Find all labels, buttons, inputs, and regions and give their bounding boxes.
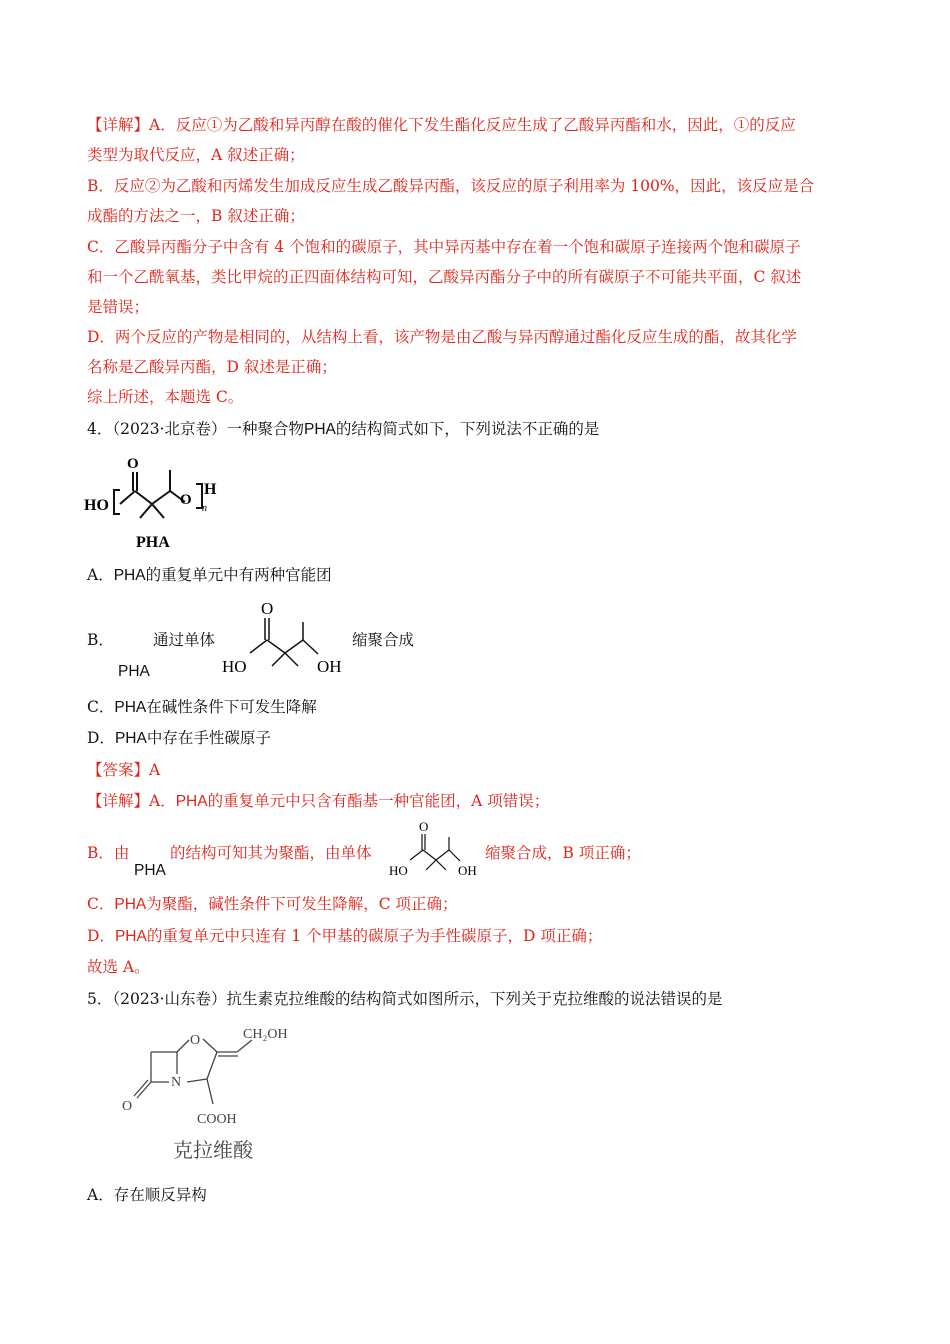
option-b-mid: 通过单体 <box>153 631 216 649</box>
carbonyl-o-label: O <box>122 1099 133 1114</box>
n-label: N <box>171 1075 182 1090</box>
pha-structure-figure <box>80 448 230 558</box>
ring-o-label: O <box>190 1033 201 1048</box>
pha-label: PHA <box>118 663 150 680</box>
clavulanic-acid-structure <box>115 1022 315 1167</box>
conclusion-line: 故选 A。 <box>87 958 150 976</box>
option-a: A．存在顺反异构 <box>87 1186 207 1204</box>
explanation-c <box>87 894 458 915</box>
monomer-o-label: O <box>261 599 274 618</box>
option-d-text: 中存在手性碳原子 <box>146 729 271 747</box>
monomer-o-label: O <box>419 819 429 834</box>
question-text: 的结构简式如下，下列说法不正确的是 <box>335 420 600 438</box>
question-number: 4．（2023·北京卷）一种聚合物 <box>87 420 304 438</box>
question-stem <box>87 419 599 440</box>
pha-label: PHA <box>114 896 147 913</box>
pha-label: PHA <box>114 699 147 716</box>
explanation-c-text: 为聚酯，碱性条件下可发生降解，C 项正确； <box>146 895 458 913</box>
explanation-a-text: 的重复单元中只含有酯基一种官能团，A 项错误； <box>207 792 550 810</box>
answer-line: 【答案】A <box>87 761 161 779</box>
pha-label: PHA <box>114 730 147 747</box>
pha-label: PHA <box>114 928 147 945</box>
cooh-label: COOH <box>197 1112 237 1127</box>
pha-label: PHA <box>304 421 336 438</box>
n-subscript: n <box>202 503 207 514</box>
explanation-line: 【详解】A．反应①为乙酸和异丙醇在酸的催化下发生酯化反应生成了乙酸异丙酯和水，因此，①的反应 <box>87 116 796 134</box>
option-d-prefix: D． <box>87 729 115 747</box>
monomer-oh-label: OH <box>458 863 477 878</box>
explanation-line: 名称是乙酸异丙酯，D 叙述是正确； <box>87 358 337 376</box>
explanation-line: D．两个反应的产物是相同的，从结构上看，该产物是由乙酸与异丙醇通过酯化反应生成的酯，故其化学 <box>87 328 797 346</box>
explanation-a <box>87 791 549 812</box>
ho-label: HO <box>84 497 109 514</box>
option-a-prefix: A． <box>87 566 114 584</box>
option-d <box>87 728 271 749</box>
option-a-text: 的重复单元中有两种官能团 <box>145 566 332 584</box>
explanation-d-prefix: D． <box>87 927 115 945</box>
explanation-c-prefix: C． <box>87 895 115 913</box>
explanation-line: 类型为取代反应，A 叙述正确； <box>87 146 305 164</box>
question-stem: 5．（2023·山东卷）抗生素克拉维酸的结构简式如图所示，下列关于克拉维酸的说法错误的是 <box>87 990 723 1008</box>
ch2oh-label: CH₂OH <box>243 1027 288 1042</box>
explanation-line: 和一个乙酰氧基，类比甲烷的正四面体结构可知，乙酸异丙酯分子中的所有碳原子不可能共平面，C 叙述 <box>87 268 802 286</box>
option-b-prefix: B． <box>87 631 114 649</box>
explanation-b-prefix: B．由 <box>87 844 130 862</box>
explanation-line: 成酯的方法之一，B 叙述正确； <box>87 207 305 225</box>
h-label: H <box>204 481 217 498</box>
option-b-end: 缩聚合成 <box>352 631 415 649</box>
explanation-line: 是错误； <box>87 298 150 316</box>
option-c-prefix: C． <box>87 698 115 716</box>
monomer-structure <box>220 596 355 678</box>
explanation-a-prefix: 【详解】A． <box>87 792 176 810</box>
monomer-ho-label: HO <box>389 863 408 878</box>
explanation-b-mid: 的结构可知其为聚酯，由单体 <box>170 844 372 862</box>
carbonyl-o-label: O <box>127 456 139 472</box>
ester-o-label: O <box>180 492 192 508</box>
explanation-line: C．乙酸异丙酯分子中含有 4 个饱和的碳原子，其中异丙基中存在着一个饱和碳原子连接两个饱和碳原子 <box>87 238 801 256</box>
figure-caption: PHA <box>136 534 170 551</box>
monomer-ho-label: HO <box>222 657 247 676</box>
monomer-oh-label: OH <box>317 657 342 676</box>
pha-label: PHA <box>175 793 208 810</box>
option-c-text: 在碱性条件下可发生降解 <box>146 698 317 716</box>
option-c <box>87 697 317 718</box>
explanation-d <box>87 926 602 947</box>
explanation-b-end: 缩聚合成，B 项正确； <box>485 844 641 862</box>
pha-label: PHA <box>134 862 166 879</box>
explanation-d-text: 的重复单元中只连有 1 个甲基的碳原子为手性碳原子，D 项正确； <box>146 927 603 945</box>
monomer-structure <box>388 818 486 880</box>
explanation-line: B．反应②为乙酸和丙烯发生加成反应生成乙酸异丙酯，该反应的原子利用率为 100%，因此，该反应是合 <box>87 177 815 195</box>
conclusion-line: 综上所述，本题选 C。 <box>87 388 244 406</box>
option-a <box>87 565 332 586</box>
figure-caption: 克拉维酸 <box>173 1140 253 1162</box>
pha-label: PHA <box>113 567 146 584</box>
